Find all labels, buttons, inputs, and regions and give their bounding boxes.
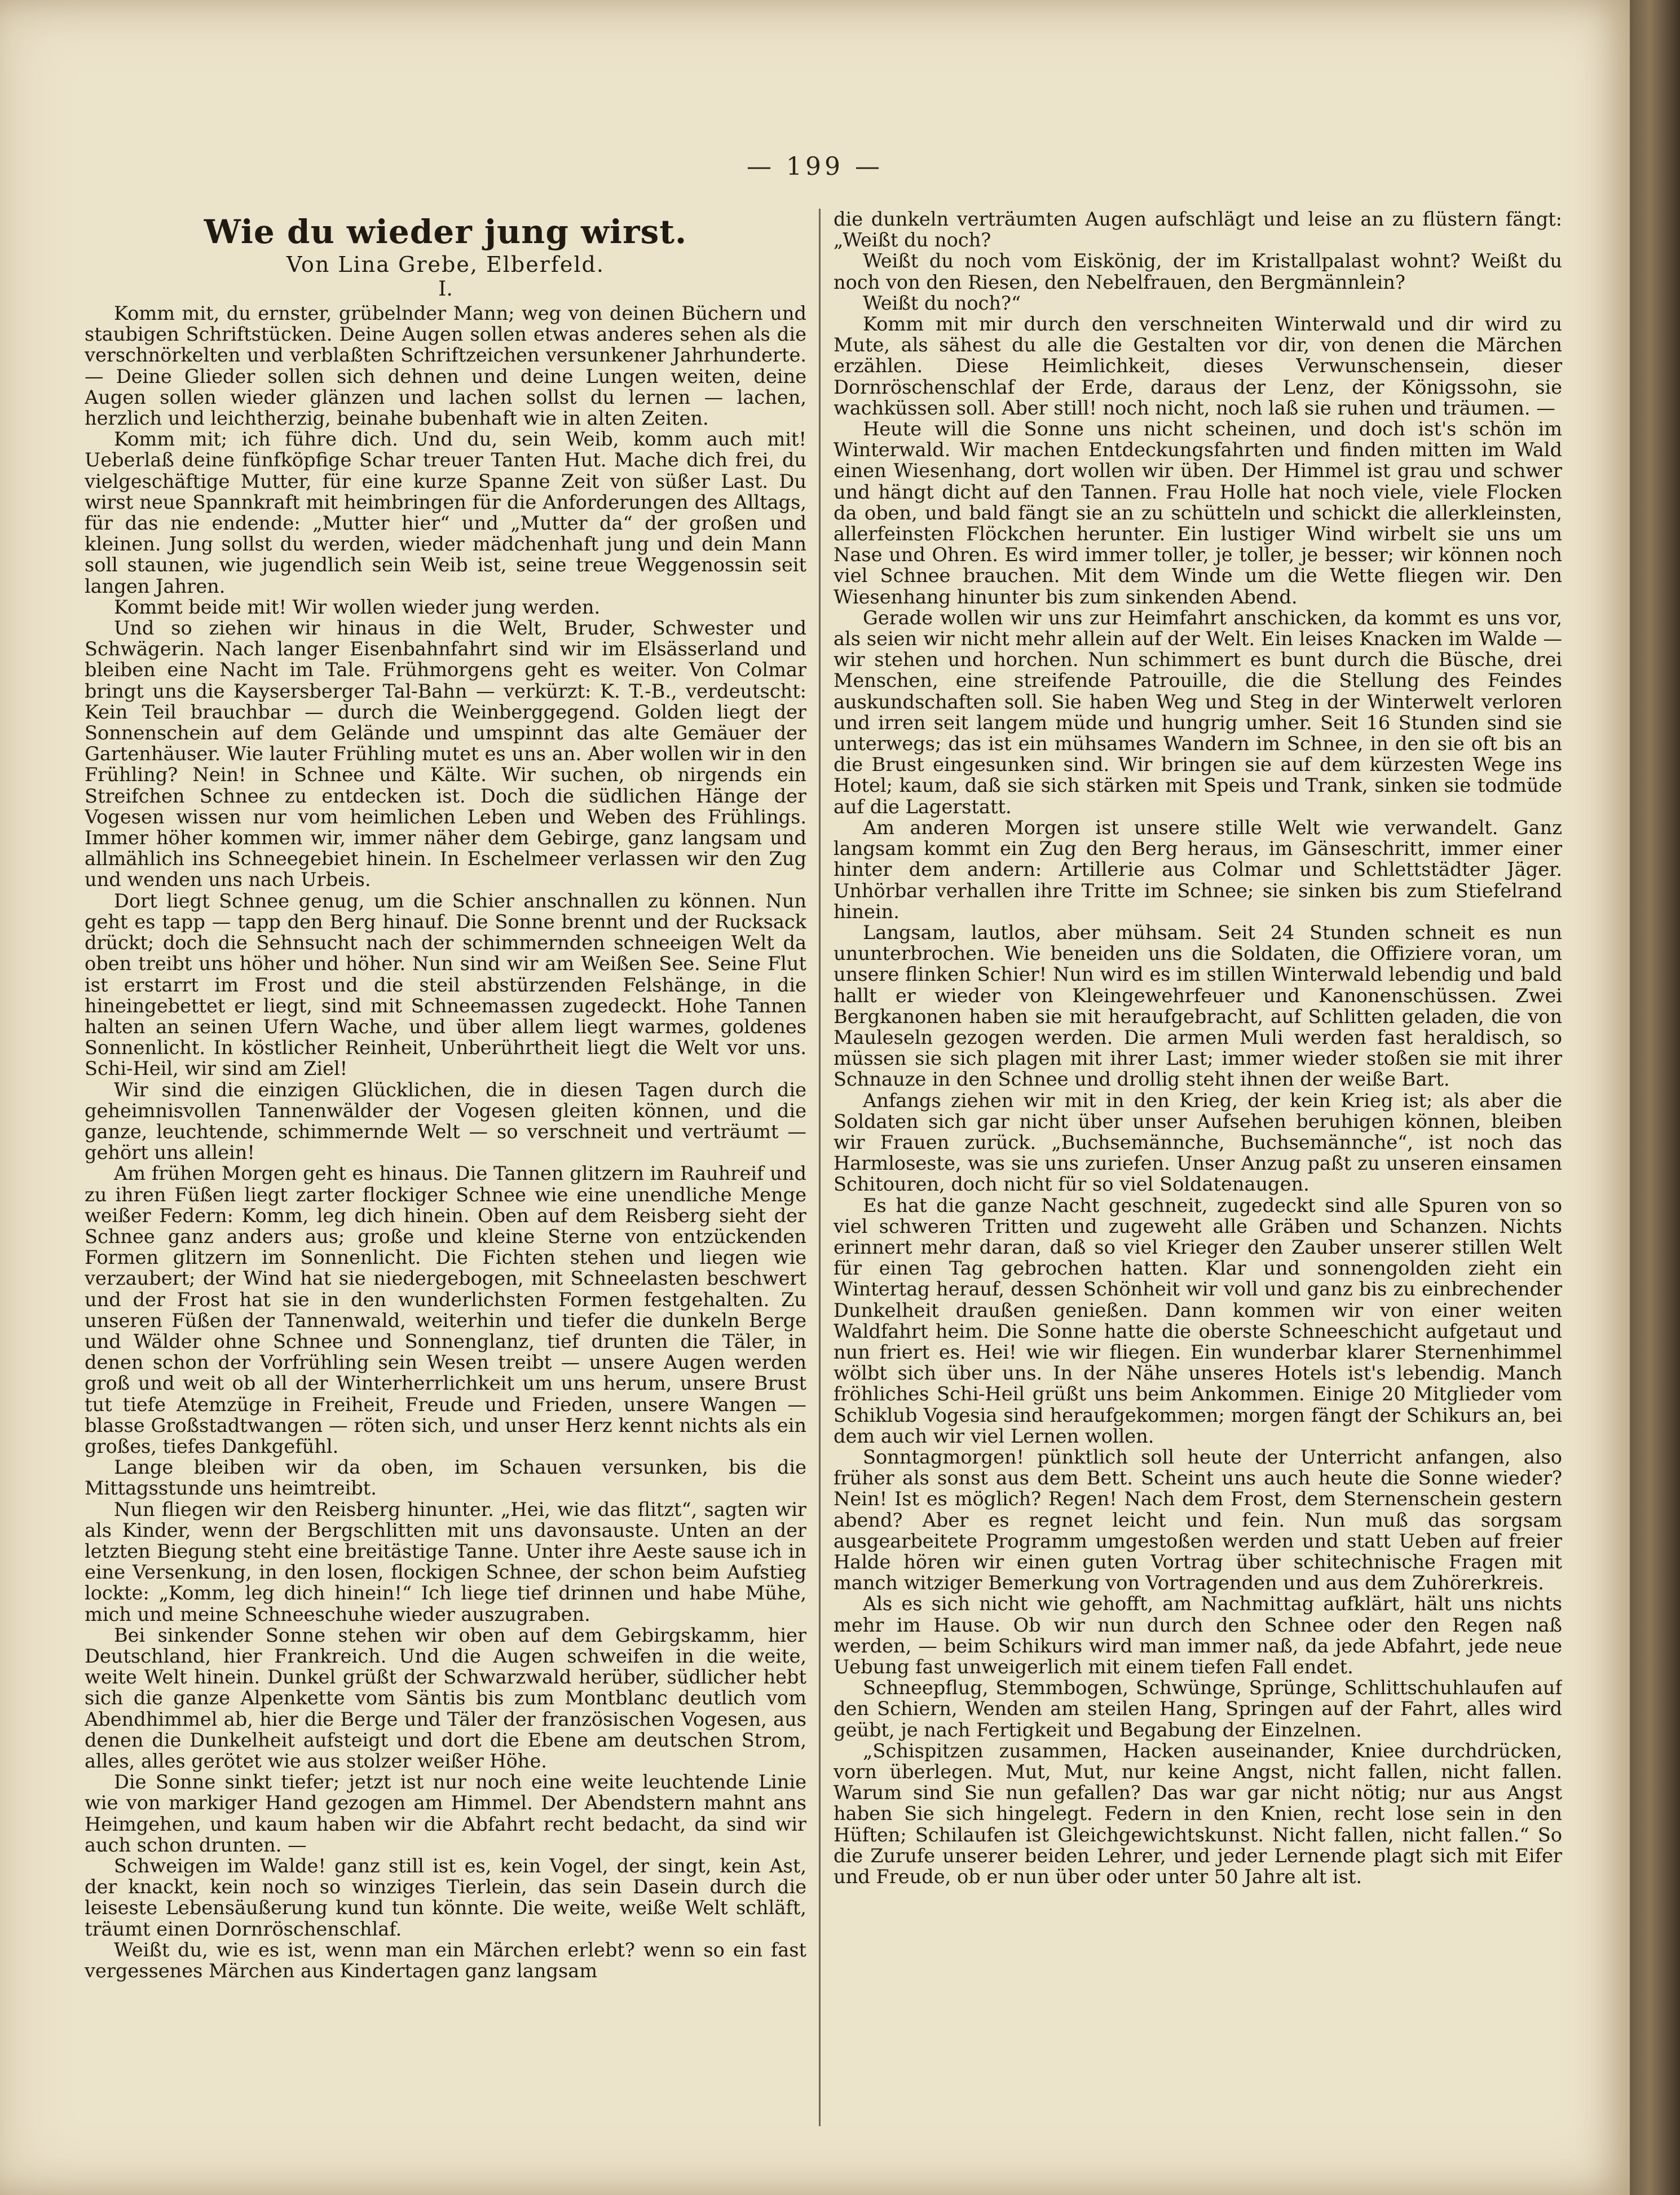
paragraph: Weißt du, wie es ist, wenn man ein Märchen erlebt? wenn so ein fast vergessenes Märchen aus Kindertagen ganz langsam xyxy=(85,1938,806,1982)
paragraph-continued: die dunkeln verträumten Augen aufschlägt und leise an zu flüstern fängt: „Weißt du noch? xyxy=(834,209,1562,252)
paragraph: Gerade wollen wir uns zur Heimfahrt anschicken, da kommt es uns vor, als seien wir nicht mehr allein auf der Welt. Ein leises Knacken im Walde — wir stehen und horchen. Nun schimmert es bunt durch die Büsche, drei Menschen, eine streifende Patrouille, die die Stellung des Feindes auskundschaften soll. Sie haben Weg und Steg in der Winterwelt verloren und irren seit langem müde und hungrig umher. Seit 16 Stunden sind sie unterwegs; das ist ein mühsames Wandern im Schnee, in den sie oft bis an die Brust eingesunken sind. Wir bringen sie auf dem kürzesten Wege ins Hotel; kaum, daß sie sich stärken mit Speis und Trank, sinken sie todmüde auf die Lagerstatt. xyxy=(834,606,1562,818)
paragraph: Es hat die ganze Nacht geschneit, zugedeckt sind alle Spuren von so viel schweren Tritten und zugeweht alle Gräben und Schanzen. Nichts erinnert mehr daran, daß so viel Krieger den Zauber unserer stillen Welt für einen Tag gebrochen hatten. Klar und sonnengolden zieht ein Wintertag herauf, dessen Schönheit wir voll und ganz bis zu einbrechender Dunkelheit draußen genießen. Dann kommen wir von einer weiten Waldfahrt heim. Die Sonne hatte die oberste Schneeschicht aufgetaut und nun friert es. Hei! wie wir fliegen. Ein wunderbar klarer Sternenhimmel wölbt sich über uns. In der Nähe unseres Hotels ist's lebendig. Manch fröhliches Schi-Heil grüßt uns beim Ankommen. Einige 20 Mitglieder vom Schiklub Vogesia sind heraufgekommen; morgen fängt der Schikurs an, bei dem auch wir viel Lernen wollen. xyxy=(834,1194,1562,1447)
page-number: — 199 — xyxy=(747,152,883,181)
paragraph: Langsam, lautlos, aber mühsam. Seit 24 Stunden schneit es nun ununterbrochen. Wie beneiden uns die Soldaten, die Offiziere voran, um unsere flinken Schier! Nun wird es im stillen Winterwald lebendig und bald hallt er wieder von Kleingewehrfeuer und Kanonenschüssen. Zwei Bergkanonen haben sie mit heraufgebracht, auf Schlitten geladen, die von Mauleseln gezogen werden. Die armen Muli werden fast heraldisch, so müssen sie sich plagen mit ihrer Last; immer wieder stoßen sie mit ihrer Schnauze in den Schnee und drollig steht ihnen der weiße Bart. xyxy=(834,921,1562,1091)
paragraph: Nun fliegen wir den Reisberg hinunter. „Hei, wie das flitzt“, sagten wir als Kinder, wenn der Bergschlitten mit uns davonsauste. Unten an der letzten Biegung steht eine breitästige Tanne. Unter ihre Aeste sause ich in eine Versenkung, in den losen, flockigen Schnee, der schon beim Aufstieg lockte: „Komm, leg dich hinein!“ Ich liege tief drinnen und habe Mühe, mich und meine Schneeschuhe wieder auszugraben. xyxy=(85,1498,806,1625)
paragraph: Bei sinkender Sonne stehen wir oben auf dem Gebirgskamm, hier Deutschland, hier Frankreich. Und die Augen schweifen in die weite, weite Welt hinein. Dunkel grüßt der Schwarzwald herüber, südlicher hebt sich die ganze Alpenkette vom Säntis bis zum Montblanc deutlich vom Abendhimmel ab, hier die Berge und Täler der französischen Vogesen, aus denen die Dunkelheit aufsteigt und dort die Ebene am deutschen Strom, alles, alles gerötet wie aus stolzer weißer Höhe. xyxy=(85,1624,806,1773)
article-byline: Von Lina Grebe, Elberfeld. xyxy=(286,252,605,277)
left-column xyxy=(85,209,806,2143)
paragraph: „Schispitzen zusammen, Hacken auseinander, Kniee durchdrücken, vorn überlegen. Mut, Mut, nur keine Angst, nicht fallen, nicht fallen. Warum sind Sie nun gefallen? Das war gar nicht nötig; nur aus Angst haben Sie sich hingelegt. Federn in den Knien, recht lose sein in den Hüften; Schilaufen ist Gleichgewichtskunst. Nicht fallen, nicht fallen.“ So die Zurufe unserer beiden Lehrer, und jeder Lernende plagt sich mit Eifer und Freude, ob er nun über oder unter 50 Jahre alt ist. xyxy=(834,1739,1562,1888)
paragraph: Komm mit; ich führe dich. Und du, sein Weib, komm auch mit! Ueberlaß deine fünfköpfige Schar treuer Tanten Hut. Mache dich frei, du vielgeschäftige Mutter, für eine kurze Spanne Zeit von süßer Last. Du wirst neue Spannkraft mit heimbringen für die Anforderungen des Alltags, für das nie endende: „Mutter hier“ und „Mutter da“ der großen und kleinen. Jung sollst du werden, wieder mädchenhaft jung und dein Mann soll staunen, wie jugendlich sein Weib ist, seine treue Weggenossin seit langen Jahren. xyxy=(85,428,806,597)
paragraph: Heute will die Sonne uns nicht scheinen, und doch ist's schön im Winterwald. Wir machen Entdeckungsfahrten und finden mitten im Wald einen Wiesenhang, dort wollen wir üben. Der Himmel ist grau und schwer und hängt dicht auf den Tannen. Frau Holle hat noch viele, viele Flocken da oben, und bald fängt sie an zu schütteln und schickt die allerkleinsten, allerfeinsten Flöckchen herunter. Ein lustiger Wind wirbelt sie uns um Nase und Ohren. Es wird immer toller, je toller, je besser; wir können noch viel Schnee brauchen. Mit dem Winde um die Wette fliegen wir. Den Wiesenhang hinunter bis zum sinkenden Abend. xyxy=(834,418,1562,608)
paragraph: Sonntagmorgen! pünktlich soll heute der Unterricht anfangen, also früher als sonst aus dem Bett. Scheint uns auch heute die Sonne wieder? Nein! Ist es möglich? Regen! Nach dem Frost, dem Sternenschein gestern abend? Aber es regnet leicht und fein. Nun muß das sorgsam ausgearbeitete Programm umgestoßen werden und statt Ueben auf freier Halde hören wir einen guten Vortrag über schitechnische Fragen mit manch witziger Bemerkung von Vortragenden und aus dem Zuhörerkreis. xyxy=(834,1445,1562,1594)
paragraph: Am anderen Morgen ist unsere stille Welt wie verwandelt. Ganz langsam kommt ein Zug den Berg heraus, im Gänseschritt, immer einer hinter dem andern: Artillerie aus Colmar und Schlettstädter Jäger. Unhörbar verhallen ihre Tritte im Schnee; sie sinken bis zum Stiefelrand hinein. xyxy=(834,816,1562,923)
paragraph: Komm mit mir durch den verschneiten Winterwald und dir wird zu Mute, als sähest du alle die Gestalten vor dir, von denen die Märchen erzählen. Diese Heimlichkeit, dieses Verwunschensein, dieser Dornröschenschlaf der Erde, daraus der Lenz, der Königssohn, sie wachküssen soll. Aber still! noch nicht, noch laß sie ruhen und träumen. — xyxy=(834,313,1562,419)
paragraph: Als es sich nicht wie gehofft, am Nachmittag aufklärt, hält uns nichts mehr im Hause. Ob wir nun durch den Schnee oder den Regen naß werden, — beim Schikurs wird man immer naß, da jede Abfahrt, jede neue Uebung fast unweigerlich mit einem tiefen Fall endet. xyxy=(834,1593,1562,1678)
article-title: Wie du wieder jung wirst. xyxy=(204,213,687,251)
right-column xyxy=(834,209,1562,2143)
book-spine-edge xyxy=(1630,0,1680,2195)
paragraph: Anfangs ziehen wir mit in den Krieg, der kein Krieg ist; als aber die Soldaten sich gar nicht über unser Aufsehen beruhigen können, bleiben wir Frauen zurück. „Buchsemännche, Buchsemännche“, ist noch das Harmloseste, was sie uns zuriefen. Unser Anzug paßt zu unseren einsamen Schitouren, doch nicht für so viel Soldatenaugen. xyxy=(834,1089,1562,1196)
column-divider xyxy=(819,209,821,2126)
paragraph: Komm mit, du ernster, grübelnder Mann; weg von deinen Büchern und staubigen Schriftstücken. Deine Augen sollen etwas anderes sehen als die verschnörkelten und verblaßten Schriftzeichen versunkener Jahrhunderte. — Deine Glieder sollen sich dehnen und deine Lungen weiten, deine Augen sollen wieder glänzen und lachen sollst du lernen — lachen, herzlich und leichtherzig, beinahe bubenhaft wie in alten Zeiten. xyxy=(85,302,806,430)
paragraph: Lange bleiben wir da oben, im Schauen versunken, bis die Mittagsstunde uns heimtreibt. xyxy=(85,1456,806,1500)
paragraph: Die Sonne sinkt tiefer; jetzt ist nur noch eine weite leuchtende Linie wie von markiger Hand gezogen am Himmel. Der Abendstern mahnt ans Heimgehen, und kaum haben wir die Abfahrt recht bedacht, da sind wir auch schon drunten. — xyxy=(85,1771,806,1856)
paragraph: Kommt beide mit! Wir wollen wieder jung werden. xyxy=(114,596,601,618)
paragraph: Am frühen Morgen geht es hinaus. Die Tannen glitzern im Rauhreif und zu ihren Füßen liegt zarter flockiger Schnee wie eine unendliche Menge weißer Federn: Komm, leg dich hinein. Oben auf dem Reisberg sieht der Schnee ganz anders aus; große und kleine Sterne von entzückenden Formen glitzern im Sonnenlicht. Die Fichten stehen und liegen wie verzaubert; der Wind hat sie niedergebogen, mit Schneelasten beschwert und der Frost hat sie in den wunderlichsten Formen festgehalten. Zu unseren Füßen der Tannenwald, weiterhin und tiefer die dunkeln Berge und Wälder ohne Schnee und Sonnenglanz, tief drunten die Täler, in denen schon der Vorfrühling sein Wesen treibt — unsere Augen werden groß und weit ob all der Winterherrlichkeit um uns herum, unsere Brust tut tiefe Atemzüge in Freiheit, Freude und Frieden, unsere Wangen — blasse Großstadtwangen — röten sich, und unser Herz kennt nichts als ein großes, tiefes Dankgefühl. xyxy=(85,1162,806,1457)
paragraph: Wir sind die einzigen Glücklichen, die in diesen Tagen durch die geheimnisvollen Tannenwälder der Vogesen gleiten können, und die ganze, leuchtende, schimmernde Welt — so verschneit und verträumt — gehört uns allein! xyxy=(85,1078,806,1164)
paragraph: Schweigen im Walde! ganz still ist es, kein Vogel, der singt, kein Ast, der knackt, kein noch so winziges Tierlein, das sein Dasein durch die leiseste Lebensäußerung kund tun könnte. Die weite, weiße Welt schläft, träumt einen Dornröschenschlaf. xyxy=(85,1855,806,1940)
paragraph: Und so ziehen wir hinaus in die Welt, Bruder, Schwester und Schwägerin. Nach langer Eisenbahnfahrt sind wir im Elsässerland und bleiben eine Nacht im Tale. Frühmorgens geht es weiter. Von Colmar bringt uns die Kaysersberger Tal-Bahn — verkürzt: K. T.-B., verdeutscht: Kein Teil brauchbar — durch die Weinberggegend. Golden liegt der Sonnenschein auf dem Gelände und umspinnt das alte Gemäuer der Gartenhäuser. Wie lauter Frühling mutet es uns an. Aber wollen wir in den Frühling? Nein! in Schnee und Kälte. Wir suchen, ob nirgends ein Streifchen Schnee zu entdecken ist. Doch die südlichen Hänge der Vogesen wissen nur vom heimlichen Leben und Weben des Frühlings. Immer höher kommen wir, immer näher dem Gebirge, ganz langsam und allmählich ins Schneegebiet hinein. In Eschelmeer verlassen wir den Zug und wenden uns nach Urbeis. xyxy=(85,617,806,891)
paragraph: Weißt du noch vom Eiskönig, der im Kristallpalast wohnt? Weißt du noch von den Riesen, den Nebelfrauen, den Bergmännlein? xyxy=(834,250,1562,293)
paragraph: Schneepflug, Stemmbogen, Schwünge, Sprünge, Schlittschuhlaufen auf den Schiern, Wenden am steilen Hang, Springen auf der Fahrt, alles wird geübt, je nach Fertigkeit und Begabung der Einzelnen. xyxy=(834,1677,1562,1741)
section-number: I. xyxy=(438,277,453,301)
paragraph: Dort liegt Schnee genug, um die Schier anschnallen zu können. Nun geht es tapp — tapp den Berg hinauf. Die Sonne brennt und der Rucksack drückt; doch die Sehnsucht nach der schimmernden schneeigen Welt da oben treibt uns höher und höher. Nun sind wir am Weißen See. Seine Flut ist erstarrt im Frost und die steil abstürzenden Felshänge, in die hineingebettet er liegt, sind mit Schneemassen zugedeckt. Hohe Tannen halten an seinen Ufern Wache, und über allem liegt warmes, goldenes Sonnenlicht. In köstlicher Reinheit, Unberührtheit liegt die Welt vor uns. Schi-Heil, wir sind am Ziel! xyxy=(85,889,806,1080)
paragraph: Weißt du noch?“ xyxy=(863,292,1021,314)
